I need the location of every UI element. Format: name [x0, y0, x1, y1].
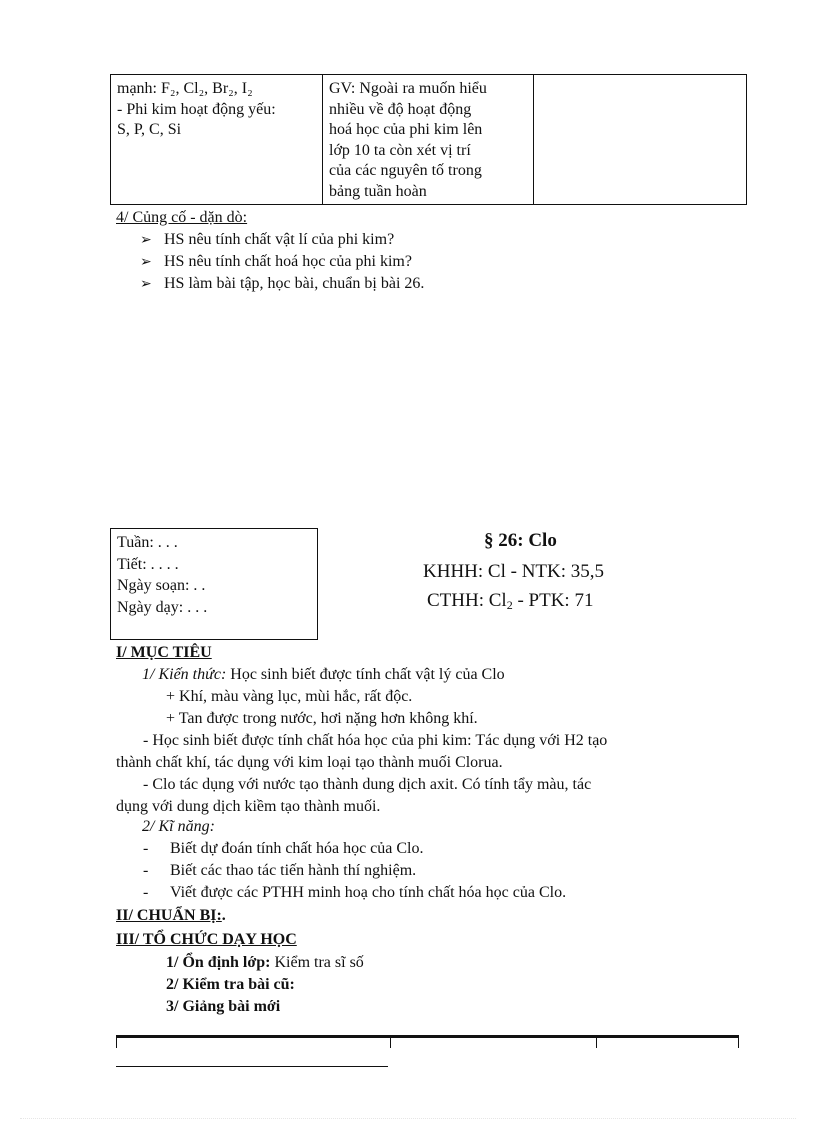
- teach-date-field: Ngày dạy: . . .: [117, 598, 208, 616]
- list-item: ➢ HS làm bài tập, học bài, chuẩn bị bài 26.: [140, 273, 424, 295]
- physical-property-1: + Khí, màu vàng lục, mùi hắc, rất độc.: [166, 688, 413, 705]
- table-line: mạnh: F₂, Cl₂, Br₂, I₂: [117, 80, 253, 97]
- step-3: 3/ Giảng bài mới: [166, 998, 281, 1015]
- list-item: - Biết dự đoán tính chất hóa học của Clo.: [143, 840, 424, 857]
- chemical-symbol-line: KHHH: Cl - NTK: 35,5: [423, 561, 605, 582]
- chemical-property-2b: dụng với dung dịch kiềm tạo thành muối.: [116, 798, 381, 815]
- table-cell-student: [534, 75, 746, 204]
- list-item: ➢ HS nêu tính chất vật lí của phi kim?: [140, 229, 394, 251]
- table-line: GV: Ngoài ra muốn hiểu: [329, 80, 487, 97]
- table-line: bảng tuần hoàn: [329, 182, 427, 200]
- knowledge-line: 1/ Kiến thức: Học sinh biết được tính chất vật lý của Clo: [142, 666, 505, 683]
- chemical-property-1a: - Học sinh biết được tính chất hóa học của phi kim: Tác dụng với H2 tạo: [143, 732, 608, 749]
- period-field: Tiết: . . . .: [117, 555, 179, 573]
- lesson-info-box: [110, 528, 318, 640]
- table-line: nhiều về độ hoạt động: [329, 100, 472, 118]
- divider: [116, 1066, 388, 1067]
- activity-table: [110, 74, 747, 205]
- list-item: - Biết các thao tác tiến hành thí nghiệm.: [143, 862, 417, 879]
- arrow-bullet-icon: ➢: [140, 233, 152, 248]
- table-line: S, P, C, Si: [117, 121, 182, 138]
- chemical-property-1b: thành chất khí, tác dụng với kim loại tạo thành muối Clorua.: [116, 754, 503, 771]
- organization-heading: III/ TỔ CHỨC DẠY HỌC: [116, 931, 297, 948]
- step-1: 1/ Ổn định lớp: Kiểm tra sĩ số: [166, 954, 364, 971]
- table-line: - Phi kim hoạt động yếu:: [117, 100, 276, 118]
- table-border: [116, 1035, 739, 1038]
- list-item: ➢ HS nêu tính chất hoá học của phi kim?: [140, 251, 412, 273]
- step-2: 2/ Kiểm tra bài cũ:: [166, 976, 295, 993]
- page-edge: [20, 1118, 796, 1119]
- list-item: - Viết được các PTHH minh hoạ cho tính chất hóa học của Clo.: [143, 884, 567, 901]
- skills-label: 2/ Kĩ năng:: [142, 818, 215, 835]
- table-cell-teacher: [323, 75, 534, 204]
- arrow-bullet-icon: ➢: [140, 277, 152, 292]
- table-line: của các nguyên tố trong: [329, 162, 482, 179]
- arrow-bullet-icon: ➢: [140, 255, 152, 270]
- section-4-title: 4/ Củng cố - dặn dò:: [116, 209, 248, 226]
- table-line: hoá học của phi kim lên: [329, 121, 483, 138]
- table-border: [390, 1038, 391, 1048]
- chemical-formula-line: CTHH: $Cl_2$ - PTK: 71: [427, 590, 594, 612]
- prep-date-field: Ngày soạn: . .: [117, 577, 206, 594]
- lesson-title: § 26: Clo: [484, 530, 557, 551]
- table-border: [596, 1038, 597, 1048]
- table-border: [738, 1038, 739, 1048]
- chemical-property-2a: - Clo tác dụng với nước tạo thành dung dịch axit. Có tính tẩy màu, tác: [143, 776, 592, 793]
- week-field: Tuần: . . .: [117, 534, 178, 551]
- table-border: [116, 1038, 117, 1048]
- prep-heading: II/ CHUẨN BỊ:.: [116, 907, 226, 924]
- objectives-heading: I/ MỤC TIÊU: [116, 644, 212, 661]
- physical-property-2: + Tan được trong nước, hơi nặng hơn không khí.: [166, 710, 478, 727]
- table-cell-content: [111, 75, 323, 204]
- table-line: lớp 10 ta còn xét vị trí: [329, 141, 471, 159]
